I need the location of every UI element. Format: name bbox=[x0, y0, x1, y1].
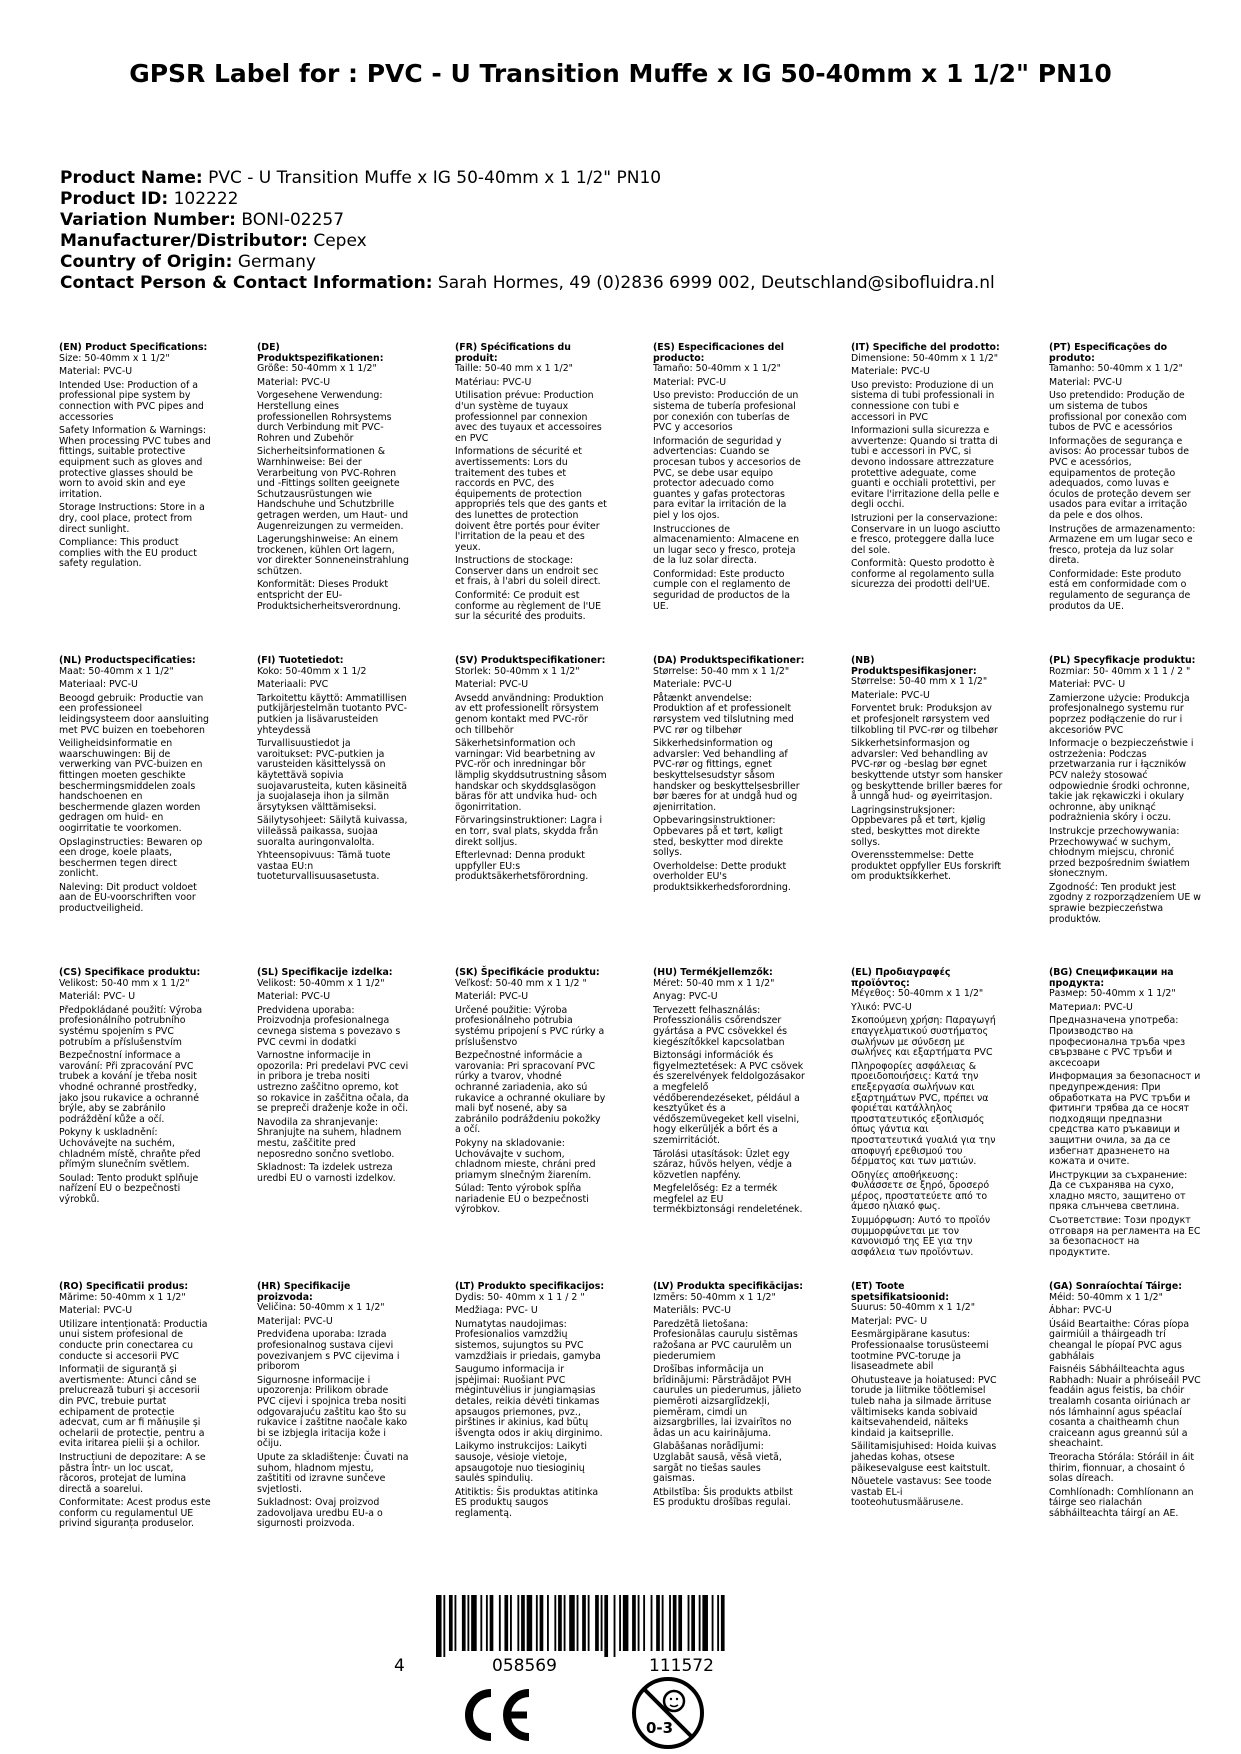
barcode-bar bbox=[486, 1595, 488, 1651]
spec-text: Určené použitie: Výroba profesionálneho potrubia systému pripojení s PVC rúrky a príslušenstvo bbox=[455, 1004, 605, 1048]
spec-text: Compliance: This product complies with the EU product safety regulation. bbox=[59, 537, 197, 570]
info-value: BONI-02257 bbox=[241, 210, 345, 230]
spec-block-it bbox=[851, 343, 1003, 656]
spec-block-es bbox=[653, 343, 805, 656]
spec-text: Beoogd gebruik: Productie van een professioneel leidingsysteem door aansluiting met PVC buizen en toebehoren bbox=[59, 692, 209, 736]
barcode-bar bbox=[462, 1595, 466, 1651]
spec-block-pt bbox=[1049, 343, 1201, 656]
spec-text: Avsedd användning: Produktion av ett professionellt rörsystem genom kontakt med PVC-rör och tillbehör bbox=[455, 692, 604, 736]
spec-text: Material: PVC-U bbox=[1049, 376, 1123, 388]
spec-text: Материал: PVC-U bbox=[1049, 1001, 1133, 1013]
barcode-bar bbox=[656, 1595, 660, 1651]
spec-text: Sukladnost: Ovaj proizvod zadovoljava uredbu EU-a o sigurnosti proizvoda. bbox=[257, 1497, 383, 1530]
barcode-bar bbox=[510, 1595, 512, 1651]
spec-text: Faisnéis Sábháilteachta agus Rabhadh: Nuair a phróiseáil PVC feadáin agus feistis, ba chóir trealamh cosanta oiriúnach ar nós lámhainní agus spéaclaí cosanta a chaitheamh chun craiceann agus greannú súl a sheachaint. bbox=[1049, 1364, 1201, 1450]
spec-text: Predvidena uporaba: Proizvodnja profesionalnega cevnega sistema s povezavo s PVC cevmi in dodatki bbox=[257, 1004, 401, 1048]
info-row bbox=[60, 210, 1200, 231]
spec-text: Размер: 50-40mm x 1 1/2" bbox=[1049, 988, 1176, 1000]
spec-text: Paredzētā lietošana: Profesionālas cauruļu sistēmas ražošana ar PVC caurulēm un piederumiem bbox=[653, 1318, 798, 1362]
info-label: Country of Origin: bbox=[60, 252, 233, 272]
spec-heading: (RO) Specificatii produs: bbox=[59, 1281, 189, 1292]
spec-text: Soulad: Tento produkt splňuje nařízení EU o bezpečnosti výrobků. bbox=[59, 1172, 199, 1205]
spec-heading: (ES) Especificaciones del producto: bbox=[653, 342, 785, 364]
barcode-bar bbox=[588, 1595, 590, 1651]
spec-text: Materjal: PVC- U bbox=[851, 1315, 928, 1327]
spec-text: Material: PVC-U bbox=[455, 679, 529, 691]
spec-block-nl bbox=[59, 656, 211, 968]
age-0-3-warning-icon bbox=[630, 1675, 706, 1751]
spec-text: Bezpečnostné informácie a varovania: Pri spracovaní PVC rúrky a tvarov, vhodné ochranné zariadenia, ako sú rukavice a ochranné okuliare by mali byť nosené, aby sa zabránilo podráždeniu pokožky a očí. bbox=[455, 1050, 606, 1136]
spec-text: Eesmärgipärane kasutus: Professionaalse torusüsteemi tootmine PVC-toruде ja lisaseadmete abil bbox=[851, 1329, 989, 1373]
spec-block-sk bbox=[455, 968, 607, 1282]
spec-text: Storlek: 50-40mm x 1 1/2" bbox=[455, 665, 580, 677]
spec-text: Méret: 50-40 mm x 1 1/2" bbox=[653, 977, 775, 989]
spec-text: Instrucțiuni de depozitare: A se păstra într- un loc uscat, răcoros, protejat de lumina directă a soarelui. bbox=[59, 1451, 206, 1495]
spec-block-en bbox=[59, 343, 211, 656]
spec-text: Инструкции за съхранение: Да се съхранява на сухо, хладно място, защитено от пряка слънчева светлина. bbox=[1049, 1169, 1188, 1213]
spec-text: Tarkoitettu käyttö: Ammatillisen putkijärjestelmän tuotanto PVC-putkien ja lisävarusteiden yhteydessä bbox=[257, 692, 408, 736]
spec-text: Utilisation prévue: Production d'un système de tuyaux professionnel par connexion avec des tuyaux et accessoires en PVC bbox=[455, 390, 602, 444]
spec-heading: (EN) Product Specifications: bbox=[59, 342, 208, 353]
spec-text: Ábhar: PVC-U bbox=[1049, 1305, 1112, 1317]
barcode-bar bbox=[443, 1595, 445, 1657]
spec-text: Uso pretendido: Produção de um sistema de tubos profissional por conexão com tubos de PVC e acessórios bbox=[1049, 390, 1187, 434]
spec-text: Úsáid Beartaithe: Córas píopa gairmiúil a tháirgeadh trí cheangal le píopaí PVC agus gabhálais bbox=[1049, 1318, 1190, 1362]
info-value: Germany bbox=[237, 252, 316, 272]
spec-text: Overholdelse: Dette produkt overholder EU's produktsikkerhedsforordning. bbox=[653, 860, 791, 893]
barcode-bar bbox=[527, 1595, 533, 1651]
barcode-bar bbox=[467, 1595, 469, 1651]
spec-text: Förvaringsinstruktioner: Lagra i en torr, sval plats, skydda från direkt solljus. bbox=[455, 815, 603, 848]
info-label: Product Name: bbox=[60, 168, 203, 188]
spec-block-ga bbox=[1049, 1282, 1201, 1582]
spec-block-ro bbox=[59, 1282, 211, 1582]
barcode-bar bbox=[688, 1595, 690, 1651]
spec-text: Conformitate: Acest produs este conform cu regulamentul UE privind siguranța produselor. bbox=[59, 1497, 211, 1530]
spec-heading: (NL) Productspecificaties: bbox=[59, 655, 196, 666]
spec-text: Informations de sécurité et avertissements: Lors du traitement des tubes et raccords en PVC, des équipements de protection appropriés tels que des gants et des lunettes de protection doivent être portés pour éviter l'irritation de la peau et des yeux. bbox=[455, 446, 607, 553]
spec-text: Material: PVC-U bbox=[59, 366, 133, 378]
spec-text: Nõuetele vastavus: See toode vastab EL-i tooteohutusmääruseле. bbox=[851, 1476, 992, 1509]
spec-text: Mărime: 50-40mm x 1 1/2" bbox=[59, 1291, 186, 1303]
info-value: PVC - U Transition Muffe x IG 50-40mm x 1 1/2" PN10 bbox=[208, 168, 662, 188]
spec-text: Säkerhetsinformation och varningar: Vid bearbetning av PVC-rör och inredningar bör lämplig skyddsutrustning såsom handskar och skyddsglasögon bäras för att undvika hud- och ögonirritation. bbox=[455, 738, 607, 813]
spec-text: Υλικό: PVC-U bbox=[851, 1001, 912, 1013]
spec-text: Veiligheidsinformatie en waarschuwingen: Bij de verwerking van PVC-buizen en fittingen moeten geschikte beschermingsmiddelen zoals handschoenen en beschermende glazen worden gedragen om huid- en oogirritatie te voorkomen. bbox=[59, 738, 203, 834]
spec-text: Overensstemmelse: Dette produktet oppfyller EUs forskrift om produktsikkerhet. bbox=[851, 850, 1002, 883]
spec-heading: (FI) Tuotetiedot: bbox=[257, 655, 344, 666]
spec-text: Ohutusteave ja hoiatused: PVC torude ja liitmike töötlemisel tuleb naha ja silmade ärrituse vältimiseks kanda sobivaid kaitsevahendeid, näiteks kindaid ja kaitseprille. bbox=[851, 1374, 997, 1439]
spec-block-sl bbox=[257, 968, 409, 1282]
spec-block-hr bbox=[257, 1282, 409, 1582]
barcode-bar bbox=[651, 1595, 653, 1651]
spec-text: Zgodność: Ten produkt jest zgodny z rozporządzeniem UE w sprawie bezpieczeństwa produktów. bbox=[1049, 881, 1201, 925]
spec-text: Pokyny k uskladnění: Uchovávejte na suchém, chladném místě, chraňte před přímým slunečním světlem. bbox=[59, 1127, 201, 1171]
spec-text: Utilizare intenționată: Productia unui sistem profesional de conducte prin conectarea cu conducte si accesorii PVC bbox=[59, 1318, 208, 1362]
spec-text: Conformidade: Este produto está em conformidade com o regulamento de segurança de produtos da UE. bbox=[1049, 568, 1191, 612]
spec-heading: (SK) Špecifikácie produktu: bbox=[455, 967, 600, 978]
spec-text: Lagerungshinweise: An einem trockenen, kühlen Ort lagern, vor direkter Sonneneinstrahlung schützen. bbox=[257, 534, 409, 577]
barcode-bar bbox=[691, 1595, 695, 1651]
spec-text: Veličina: 50-40mm x 1 1/2" bbox=[257, 1302, 385, 1314]
spec-text: Méid: 50-40mm x 1 1/2" bbox=[1049, 1291, 1163, 1303]
spec-text: Predviđena uporaba: Izrada profesionalnog sustava cijevi povezivanjem s PVC cijevima i priborom bbox=[257, 1329, 400, 1373]
spec-text: Tárolási utasítások: Üzlet egy száraz, hűvös helyen, védje a közvetlen napfény. bbox=[653, 1148, 792, 1181]
spec-heading: (LV) Produkta specifikācijas: bbox=[653, 1281, 803, 1292]
product-info bbox=[60, 168, 1200, 294]
spec-text: Safety Information & Warnings: When processing PVC tubes and fittings, suitable protective equipment such as gloves and protective glasses should be worn to avoid skin and eye irritation. bbox=[59, 425, 211, 500]
spec-heading: (SV) Produktspecifikationer: bbox=[455, 655, 606, 666]
spec-text: Matériau: PVC-U bbox=[455, 376, 532, 388]
barcode-bar bbox=[623, 1595, 629, 1651]
spec-text: Dimensione: 50-40mm x 1 1/2" bbox=[851, 352, 999, 364]
spec-block-de bbox=[257, 343, 409, 656]
spec-text: Turvallisuustiedot ja varoitukset: PVC-putkien ja varusteiden käsittelyssä on käytettävä sopivia suojavarusteita, kuten käsineitä ja suojalaseja ihon ja silmän ärsytyksen välttämiseksi. bbox=[257, 738, 407, 813]
spec-heading: (CS) Specifikace produktu: bbox=[59, 967, 201, 978]
barcode-bar bbox=[638, 1595, 640, 1651]
spec-text: Rozmiar: 50- 40mm x 1 1 / 2 " bbox=[1049, 665, 1191, 677]
barcode-bar bbox=[717, 1595, 719, 1651]
spec-text: Zamierzone użycie: Produkcja profesjonalnego systemu rur poprzez podłączenie do rur i akcesoriów PVC bbox=[1049, 692, 1190, 736]
spec-text: Предназначена употреба: Производство на професионална тръба чрез свързване с PVC тръби и аксесоари bbox=[1049, 1015, 1186, 1069]
info-value: Cepex bbox=[313, 231, 367, 251]
spec-text: Material: PVC-U bbox=[257, 991, 331, 1003]
spec-text: Veľkosť: 50-40 mm x 1 1/2 " bbox=[455, 977, 587, 989]
spec-text: Treoracha Stórála: Stóráil in áit thirim, fionnuar, a chosaint ó solas díreach. bbox=[1049, 1451, 1195, 1485]
spec-text: Materiaal: PVC-U bbox=[59, 679, 138, 691]
barcode-bar bbox=[662, 1595, 664, 1651]
spec-text: Sikkerhedsinformation og advarsler: Ved behandling af PVC-rør og fittings, egnet beskyttelsesudstyr såsom handsker og beskyttelsesbriller bør bæres for at undgå hud og øjenirritation. bbox=[653, 738, 800, 813]
spec-block-lv bbox=[653, 1282, 805, 1582]
barcode-bar bbox=[643, 1595, 645, 1651]
spec-block-pl bbox=[1049, 656, 1201, 968]
spec-text: Sikkerhetsinformasjon og advarsler: Ved behandling av PVC-rør og -beslag bør egnet beskyttende utstyr som hansker og beskyttende briller bæres for å unngå hud- og øyeirritasjon. bbox=[851, 738, 1003, 803]
barcode-bar bbox=[604, 1595, 608, 1657]
spec-text: Materiál: PVC-U bbox=[455, 991, 529, 1003]
spec-text: Konformität: Dieses Produkt entspricht der EU-Produktsicherheitsverordnung. bbox=[257, 579, 401, 612]
spec-text: Biztonsági információk és figyelmeztetések: A PVC csövek és szerelvények feldolgozásakor a megfelelő védőberendezéseket, például a kesztyűket és a védőszemüvegeket kell viselni, hogy elkerüljék a bőrt és a szemirritációt. bbox=[653, 1050, 805, 1146]
spec-text: Velikost: 50-40 mm x 1 1/2" bbox=[59, 977, 190, 989]
spec-text: Informații de siguranță și avertismente: Atunci când se prelucrează tuburi și accesorii din PVC, trebuie purtat echipament de protecție adecvat, cum ar fi mănușile și ochelarii de protecție, pentru a evita iritarea pielii și a ochilor. bbox=[59, 1364, 205, 1450]
spec-text: Efterlevnad: Denna produkt uppfyller EU:s produktsäkerhetsförordning. bbox=[455, 850, 589, 883]
spec-text: Säilytysohjeet: Säilytä kuivassa, viileässä paikassa, suojaa suoralta auringonvalolta. bbox=[257, 815, 408, 848]
spec-heading: (GA) Sonraíochtaí Táirge: bbox=[1049, 1281, 1182, 1292]
spec-text: Materiāls: PVC-U bbox=[653, 1305, 731, 1317]
spec-text: Uso previsto: Produzione di un sistema di tubi professionali in connessione con tubi e accessori in PVC bbox=[851, 379, 995, 423]
spec-text: Tervezett felhasználás: Professzionális csőrendszer gyártása a PVC csövekkel és kiegészítőkkel kapcsolatban bbox=[653, 1004, 788, 1048]
spec-text: Saugumo informacija ir įspėjimai: Ruošiant PVC mėgintuvėlius ir jungiamąsias detales, reikia dėvėti tinkamas apsaugos priemones, pvz., pirštines ir akinius, kad būtų išvengta odos ir akių dirginimo. bbox=[455, 1364, 603, 1439]
spec-text: Instrucciones de almacenamiento: Almacene en un lugar seco y fresco, proteja de la luz solar directa. bbox=[653, 523, 800, 567]
spec-text: Medžiaga: PVC- U bbox=[455, 1305, 538, 1317]
spec-text: Suurus: 50-40mm x 1 1/2" bbox=[851, 1302, 976, 1314]
spec-block-et bbox=[851, 1282, 1003, 1582]
spec-text: Πληροφορίες ασφάλειας & προειδοποιήσεις: Κατά την επεξεργασία σωλήνων και εξαρτημάτων PVC, πρέπει να φοριέται κατάλληλος προστατευτικός εξοπλισμός όπως γάντια και προστατευτικά γυαλιά για την αποφυγή ερεθισμού του δέρματος και των ματιών. bbox=[851, 1060, 996, 1168]
spec-heading: (LT) Produkto specifikacijos: bbox=[455, 1281, 605, 1292]
spec-text: Información de seguridad y advertencias: Cuando se procesan tubos y accesorios de PVC, se debe usar equipo protector adecuado como guantes y gafas protectoras para evitar la irritación de la piel y los ojos. bbox=[653, 435, 801, 521]
spec-heading: (DA) Produktspecifikationer: bbox=[653, 655, 805, 666]
spec-text: Naleving: Dit product voldoet aan de EU-voorschriften voor productveiligheid. bbox=[59, 881, 197, 915]
spec-text: Materiaali: PVC bbox=[257, 679, 329, 691]
spec-text: Instructions de stockage: Conserver dans un endroit sec et frais, à l'abri du soleil direct. bbox=[455, 555, 601, 588]
spec-text: Numatytas naudojimas: Profesionalios vamzdžių sistemos, sujungtos su PVC vamzdžiais ir priedais, gamyba bbox=[455, 1318, 601, 1362]
spec-text: Súlad: Tento výrobok spĺňa nariadenie EÚ o bezpečnosti výrobkov. bbox=[455, 1183, 589, 1216]
spec-text: Glabāšanas norādījumi: Uzglabāt sausā, vēsā vietā, sargāt no tiešas saules gaismas. bbox=[653, 1441, 782, 1485]
barcode-bar bbox=[521, 1595, 525, 1651]
spec-text: Anyag: PVC-U bbox=[653, 991, 718, 1003]
spec-heading: (PT) Especificações do produto: bbox=[1049, 342, 1168, 364]
spec-text: Съответствие: Този продукт отговаря на регламента на ЕС за безопасност на продуктите. bbox=[1049, 1215, 1201, 1258]
barcode-bar bbox=[536, 1595, 538, 1651]
barcode-bar bbox=[547, 1595, 549, 1651]
spec-heading: (PL) Specyfikacje produktu: bbox=[1049, 655, 1196, 666]
spec-text: Størrelse: 50-40 mm x 1 1/2" bbox=[653, 665, 790, 677]
spec-text: Atbilstība: Šis produkts atbilst ES produktu drošības regulai. bbox=[653, 1486, 793, 1509]
spec-text: Uso previsto: Producción de un sistema de tubería profesional por conexión con tuberías de PVC y accesorios bbox=[653, 390, 799, 434]
barcode-bar bbox=[558, 1595, 562, 1651]
spec-text: Material: PVC-U bbox=[59, 1305, 133, 1317]
spec-text: Materiale: PVC-U bbox=[851, 366, 930, 378]
spec-text: Materiał: PVC- U bbox=[1049, 679, 1126, 691]
spec-text: Megfelelőség: Ez a termék megfelel az EU termékbiztonsági rendeletének. bbox=[653, 1183, 803, 1216]
barcode-bar bbox=[455, 1595, 457, 1651]
barcode-bar bbox=[577, 1595, 579, 1651]
spec-text: Laikymo instrukcijos: Laikyti sausoje, vėsioje vietoje, apsaugotoje nuo tiesioginių saulės spindulių. bbox=[455, 1441, 588, 1485]
spec-heading: (IT) Specifiche del prodotto: bbox=[851, 342, 1000, 353]
spec-text: Upute za skladištenje: Čuvati na suhom, hladnom mjestu, zaštititi od izravne sunčeve svjetlosti. bbox=[257, 1451, 409, 1495]
info-label: Product ID: bbox=[60, 189, 169, 209]
barcode-bar bbox=[673, 1595, 677, 1651]
spec-text: Material: PVC-U bbox=[257, 376, 331, 388]
barcode-bar bbox=[678, 1595, 682, 1651]
spec-text: Sicherheitsinformationen & Warnhinweise: Bei der Verarbeitung von PVC-Rohren und -Fittings sollten geeignete Schutzausrüstungen wie Handschuhe und Schutzbrille getragen werden, um Haut- und Augenreizungen zu vermeiden. bbox=[257, 446, 409, 532]
spec-heading: (ET) Toote spetsifikatsioonid: bbox=[851, 1281, 949, 1303]
spec-text: Størrelse: 50-40 mm x 1 1/2" bbox=[851, 676, 988, 688]
spec-text: Οδηγίες αποθήκευσης: Φυλάσσετε σε ξηρό, δροσερό μέρος, προστατεύετε από το άμεσο ηλιακό φως. bbox=[851, 1169, 990, 1213]
spec-block-lt bbox=[455, 1282, 607, 1582]
spec-text: Yhteensopivuus: Tämä tuote vastaa EU:n tuoteturvallisuusasetusta. bbox=[257, 850, 391, 883]
spec-text: Conformité: Ce produit est conforme au règlement de l'UE sur la sécurité des produits. bbox=[455, 590, 602, 623]
spec-text: Informacje o bezpieczeństwie i ostrzeżenia: Podczas przetwarzania rur i łączników PCV należy stosować odpowiednie środki ochronne, takie jak rękawiczki i okulary ochronne, aby uniknąć podrażnienia skóry i oczu. bbox=[1049, 738, 1194, 824]
spec-text: Materijal: PVC-U bbox=[257, 1315, 333, 1327]
barcode-bar bbox=[449, 1595, 453, 1651]
spec-text: Bezpečnostní informace a varování: Při zpracování PVC trubek a kování je třeba nosit vhodné ochranné prostředky, jako jsou rukavice a ochranné brýle, aby se zabránilo podráždění kůže a očí. bbox=[59, 1050, 199, 1125]
spec-text: Instrukcje przechowywania: Przechowywać w suchym, chłodnym miejscu, chronić przed bezpośrednim światłem słonecznym. bbox=[1049, 825, 1190, 880]
spec-text: Comhlíonadh: Comhlíonann an táirge seo rialachán sábháilteachta táirgí an AE. bbox=[1049, 1486, 1194, 1519]
spec-heading: (EL) Προδιαγραφές προϊόντος: bbox=[851, 967, 951, 989]
info-row bbox=[60, 252, 1200, 273]
spec-text: Tamanho: 50-40mm x 1 1/2" bbox=[1049, 363, 1183, 375]
spec-text: Materiál: PVC- U bbox=[59, 991, 136, 1003]
spec-text: Maat: 50-40mm x 1 1/2" bbox=[59, 665, 174, 677]
spec-text: Varnostne informacije in opozorila: Pri predelavi PVC cevi in pribora je treba nositi ustrezno zaščitno opremo, kot so rokavice in zaščitna očala, da se prepreči draženje kože in oči. bbox=[257, 1050, 409, 1115]
spec-block-hu bbox=[653, 968, 805, 1282]
spec-text: Påtænkt anvendelse: Produktion af et professionelt rørsystem ved tilslutning med PVC rør og tilbehør bbox=[653, 692, 794, 736]
barcode-bar bbox=[595, 1595, 599, 1651]
spec-text: Dydis: 50- 40mm x 1 1 / 2 " bbox=[455, 1291, 585, 1303]
ean-barcode bbox=[394, 1595, 794, 1676]
barcode-bar bbox=[504, 1595, 508, 1651]
spec-text: Skladnost: Ta izdelek ustreza uredbi EU o varnosti izdelkov. bbox=[257, 1162, 396, 1184]
barcode-bar bbox=[471, 1595, 477, 1651]
barcode-bar bbox=[712, 1595, 714, 1651]
spec-block-cs bbox=[59, 968, 211, 1282]
spec-heading: (BG) Спецификации на продукта: bbox=[1049, 967, 1174, 989]
barcode-lead-digit: 4 bbox=[394, 1656, 405, 1676]
barcode-bar bbox=[601, 1595, 603, 1651]
spec-heading: (HR) Specifikacije proizvoda: bbox=[257, 1281, 351, 1303]
barcode-bar bbox=[554, 1595, 556, 1651]
barcode-bar bbox=[480, 1595, 482, 1651]
spec-block-el bbox=[851, 968, 1003, 1282]
info-row bbox=[60, 273, 1200, 294]
info-row bbox=[60, 189, 1200, 210]
barcode-bar bbox=[564, 1595, 566, 1651]
spec-text: Информация за безопасност и предупреждения: При обработката на PVC тръби и фитинги трябва да се носят подходящи предпазни средства като ръкавици и защитни очила, за да се избегнат дразненето на кожата и очите. bbox=[1049, 1071, 1201, 1168]
spec-block-sv bbox=[455, 656, 607, 968]
spec-block-da bbox=[653, 656, 805, 968]
barcode-bar bbox=[632, 1595, 636, 1651]
spec-text: Forventet bruk: Produksjon av et profesjonelt rørsystem ved tilkobling til PVC-rør og tilbehør bbox=[851, 703, 998, 736]
spec-text: Informazioni sulla sicurezza e avvertenze: Quando si tratta di tubi e accessori in PVC, si devono indossare attrezzature protettive adeguate, come guanti e occhiali protettivi, per evitare l'irritazione della pelle e degli occhi. bbox=[851, 425, 1000, 511]
barcode-bar bbox=[669, 1595, 671, 1651]
page-title: GPSR Label for : PVC - U Transition Muffe x IG 50-40mm x 1 1/2" PN10 bbox=[129, 59, 1112, 88]
spec-text: Drošības informācija un brīdinājumi: Pārstrādājot PVH caurules un piederumus, jālieto piemēroti aizsarglīdzekļi, piemēram, cimdi un aizsargbrilles, lai izvairītos no ādas un acu kairinājuma. bbox=[653, 1364, 802, 1439]
barcode-bar bbox=[499, 1595, 501, 1651]
barcode-bar bbox=[436, 1595, 442, 1657]
spec-text: Σκοπούμενη χρήση: Παραγωγή επαγγελματικού συστήματος σωλήνων με σύνδεση με σωλήνες και εξαρτήματα PVC bbox=[851, 1015, 996, 1059]
barcode-bar bbox=[517, 1595, 519, 1651]
spec-heading: (SL) Specifikacije izdelka: bbox=[257, 967, 393, 978]
info-label: Manufacturer/Distributor: bbox=[60, 231, 308, 251]
age-label: 0-3 bbox=[646, 1719, 674, 1737]
spec-text: Storage Instructions: Store in a dry, cool place, protect from direct sunlight. bbox=[59, 502, 205, 535]
spec-text: Conformidad: Este producto cumple con el reglamento de seguridad de productos de la UE. bbox=[653, 568, 791, 612]
spec-text: Συμμόρφωση: Αυτό το προϊόν συμμορφώνεται με τον κανονισμό της ΕΕ για την ασφάλεια των προϊόντων. bbox=[851, 1215, 991, 1258]
spec-text: Opslaginstructies: Bewaren op een droge, koele plaats, beschermen tegen direct zonlicht. bbox=[59, 836, 203, 880]
spec-text: Vorgesehene Verwendung: Herstellung eines professionellen Rohrsystems durch Verbindung mit PVC-Rohren und Zubehör bbox=[257, 390, 392, 444]
spec-text: Sigurnosne informacije i upozorenja: Prilikom obrade PVC cijevi i spojnica treba nositi odgovarajuću zaštitu kao što su rukavice i zaštitne naočale kako bi se izbjegla iritacija kože i očiju. bbox=[257, 1374, 408, 1450]
ce-mark-icon bbox=[455, 1685, 535, 1745]
spec-grid bbox=[59, 343, 1239, 1582]
spec-text: Material: PVC-U bbox=[653, 376, 727, 388]
spec-text: Μέγεθος: 50-40mm x 1 1/2" bbox=[851, 988, 984, 1000]
spec-text: Předpokládané použití: Výroba profesionálního potrubního systému spojením s PVC potrubím a příslušenstvím bbox=[59, 1004, 203, 1048]
barcode-bar bbox=[569, 1595, 575, 1651]
info-row bbox=[60, 168, 1200, 189]
spec-text: Pokyny na skladovanie: Uchovávajte v suchom, chladnom mieste, chráni pred priamym slnečným žiarením. bbox=[455, 1137, 596, 1181]
spec-heading: (NB) Produktspesifikasjoner: bbox=[851, 655, 977, 677]
barcode-bar bbox=[540, 1595, 544, 1651]
spec-block-fi bbox=[257, 656, 409, 968]
spec-text: Intended Use: Production of a professional pipe system by connection with PVC pipes and accessories bbox=[59, 379, 204, 423]
spec-block-fr bbox=[455, 343, 607, 656]
spec-text: Istruzioni per la conservazione: Conservare in un luogo asciutto e fresco, proteggere dalla luce del sole. bbox=[851, 512, 1001, 556]
barcode-bar bbox=[619, 1595, 621, 1651]
barcode-group-1: 058569 bbox=[492, 1656, 557, 1676]
barcode-bar bbox=[702, 1595, 708, 1651]
spec-block-bg bbox=[1049, 968, 1201, 1282]
info-row bbox=[60, 231, 1200, 252]
spec-text: Atitiktis: Šis produktas atitinka ES produktų saugos reglamentą. bbox=[455, 1486, 599, 1519]
spec-text: Säilitamisjuhised: Hoida kuivas jahedas kohas, otsese päikesevalguse eest kaitstult. bbox=[851, 1441, 997, 1474]
spec-text: Size: 50-40mm x 1 1/2" bbox=[59, 352, 170, 364]
spec-block-nb bbox=[851, 656, 1003, 968]
barcode-bar bbox=[699, 1595, 701, 1651]
info-value: 102222 bbox=[173, 189, 239, 209]
spec-text: Navodila za shranjevanje: Shranjujte na suhem, hladnem mestu, zaščitite pred neposredno sončno svetlobo. bbox=[257, 1116, 402, 1160]
spec-text: Materiale: PVC-U bbox=[653, 679, 732, 691]
spec-heading: (HU) Termékjellemzők: bbox=[653, 967, 773, 978]
info-value: Sarah Hormes, 49 (0)2836 6999 002, Deutschland@sibofluidra.nl bbox=[437, 273, 995, 293]
spec-text: Opbevaringsinstruktioner: Opbevares på et tørt, køligt sted, beskytter mod direkte sollys. bbox=[653, 815, 784, 859]
spec-text: Koko: 50-40mm x 1 1/2 bbox=[257, 665, 367, 677]
spec-text: Instruções de armazenamento: Armazene em um lugar seco e fresco, proteja da luz solar direta. bbox=[1049, 523, 1196, 567]
spec-text: Velikost: 50-40mm x 1 1/2" bbox=[257, 977, 385, 989]
barcode-bar bbox=[721, 1595, 725, 1651]
spec-text: Größe: 50-40mm x 1 1/2" bbox=[257, 363, 377, 375]
info-label: Contact Person & Contact Information: bbox=[60, 273, 433, 293]
barcode-bar bbox=[490, 1595, 494, 1651]
spec-text: Taille: 50-40 mm x 1 1/2" bbox=[455, 363, 573, 375]
spec-text: Tamaño: 50-40mm x 1 1/2" bbox=[653, 363, 781, 375]
spec-heading: (FR) Spécifications du produit: bbox=[455, 342, 571, 364]
spec-text: Conformità: Questo prodotto è conforme al regolamento sulla sicurezza dei prodotti dell'UE. bbox=[851, 558, 995, 591]
spec-text: Materiale: PVC-U bbox=[851, 689, 930, 701]
barcode-bar bbox=[582, 1595, 586, 1651]
spec-heading: (DE) Produktspezifikationen: bbox=[257, 342, 384, 364]
barcode-bar bbox=[614, 1595, 616, 1657]
spec-text: Informações de segurança e avisos: Ao processar tubos de PVC e acessórios, equipamentos de proteção adequados, como luvas e óculos de proteção devem ser usados para evitar a irritação da pele e dos olhos. bbox=[1049, 435, 1191, 521]
info-label: Variation Number: bbox=[60, 210, 236, 230]
spec-text: Lagringsinstruksjoner: Oppbevares på et tørt, kjølig sted, beskyttes mot direkte sollys. bbox=[851, 804, 986, 848]
barcode-group-2: 111572 bbox=[649, 1656, 714, 1676]
spec-text: Izmērs: 50-40mm x 1 1/2" bbox=[653, 1291, 776, 1303]
